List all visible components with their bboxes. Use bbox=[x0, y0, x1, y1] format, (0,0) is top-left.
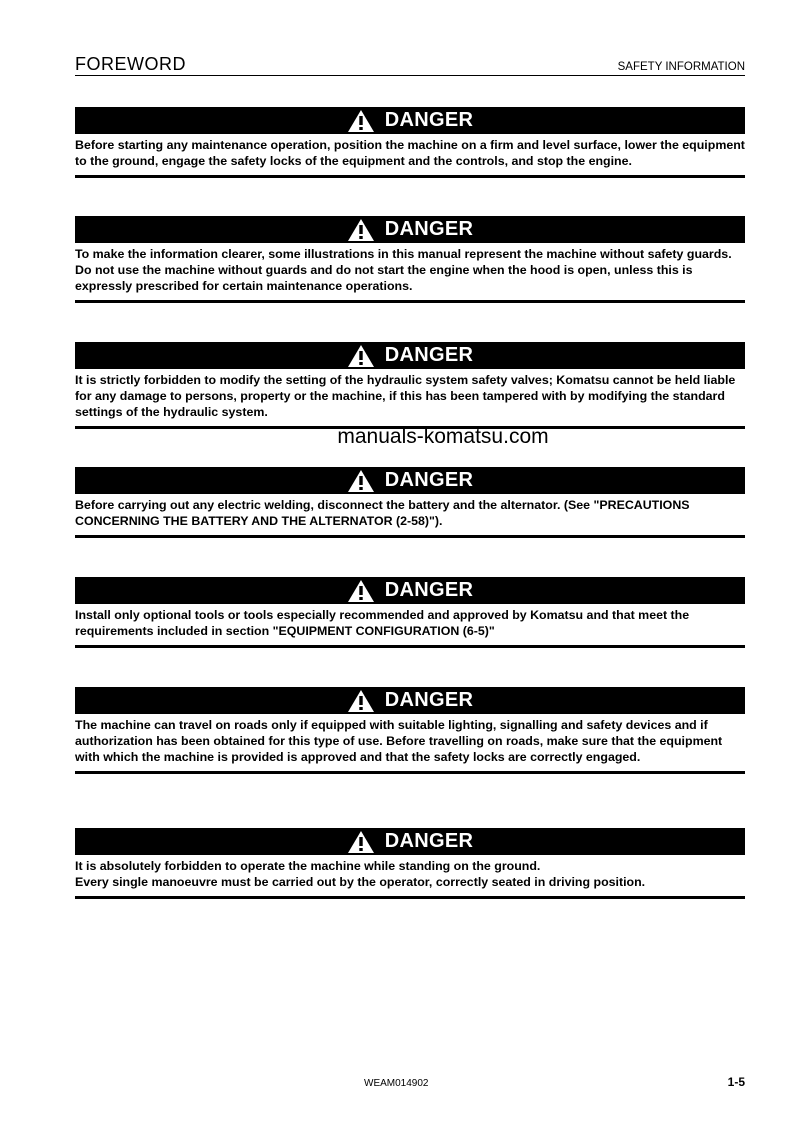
warning-triangle-icon bbox=[347, 109, 375, 133]
page-number: 1-5 bbox=[727, 1075, 745, 1089]
danger-box bbox=[75, 107, 745, 178]
danger-box bbox=[75, 216, 745, 303]
danger-box bbox=[75, 577, 745, 648]
danger-text bbox=[75, 494, 745, 538]
danger-label: DANGER bbox=[384, 109, 474, 131]
danger-text-line: Before starting any maintenance operation, position the machine on a firm and level surface, lower the equipment to the ground, engage the safety locks of the equipment and the controls, and stop the engine. bbox=[75, 138, 745, 168]
danger-text bbox=[75, 134, 745, 178]
danger-text bbox=[75, 714, 745, 774]
danger-bar bbox=[75, 216, 745, 243]
danger-box bbox=[75, 828, 745, 899]
danger-box bbox=[75, 342, 745, 429]
danger-label: DANGER bbox=[384, 469, 474, 491]
danger-bar bbox=[75, 107, 745, 134]
danger-box bbox=[75, 467, 745, 538]
document-code: WEAM014902 bbox=[364, 1078, 429, 1089]
danger-label: DANGER bbox=[384, 344, 474, 366]
danger-text-line: Every single manoeuvre must be carried out by the operator, correctly seated in driving position. bbox=[75, 875, 646, 889]
warning-triangle-icon bbox=[347, 469, 375, 493]
danger-text-line: It is strictly forbidden to modify the setting of the hydraulic system safety valves; Komatsu cannot be held liable for any damage to persons, property or the machine, if this has been tampered with by modifying the standard settings of the hydraulic system. bbox=[75, 373, 736, 419]
warning-triangle-icon bbox=[347, 344, 375, 368]
danger-bar bbox=[75, 467, 745, 494]
watermark-text: manuals-komatsu.com bbox=[337, 425, 549, 448]
danger-bar bbox=[75, 577, 745, 604]
danger-text bbox=[75, 604, 745, 648]
warning-triangle-icon bbox=[347, 830, 375, 854]
danger-label: DANGER bbox=[384, 830, 474, 852]
danger-label: DANGER bbox=[384, 218, 474, 240]
danger-text bbox=[75, 243, 745, 303]
danger-text bbox=[75, 369, 745, 429]
danger-label: DANGER bbox=[384, 689, 474, 711]
danger-bar bbox=[75, 687, 745, 714]
danger-text-line: The machine can travel on roads only if equipped with suitable lighting, signalling and safety devices and if authorization has been obtained for this type of use. Before travelling on roads, make sure that the equipment with which the machine is provided is approved and that the safety locks are correctly engaged. bbox=[75, 718, 723, 764]
danger-text-line: It is absolutely forbidden to operate the machine while standing on the ground. bbox=[75, 859, 541, 873]
page-header-title: FOREWORD bbox=[75, 54, 186, 74]
danger-text-line: To make the information clearer, some illustrations in this manual represent the machine without safety guards. Do not use the machine without guards and do not start the engine when the hood is open, unless this is expressly prescribed for certain maintenance operations. bbox=[75, 247, 732, 293]
header-rule bbox=[75, 75, 745, 76]
danger-text bbox=[75, 855, 745, 899]
warning-triangle-icon bbox=[347, 218, 375, 242]
page-header-section: SAFETY INFORMATION bbox=[617, 61, 745, 73]
danger-text-line: Before carrying out any electric welding, disconnect the battery and the alternator. (See "PRECAUTIONS CONCERNING THE BATTERY AND THE ALTERNATOR (2-58)"). bbox=[75, 498, 690, 528]
warning-triangle-icon bbox=[347, 689, 375, 713]
danger-label: DANGER bbox=[384, 579, 474, 601]
warning-triangle-icon bbox=[347, 579, 375, 603]
danger-bar bbox=[75, 828, 745, 855]
danger-text-line: Install only optional tools or tools especially recommended and approved by Komatsu and that meet the requirements included in section "EQUIPMENT CONFIGURATION (6-5)" bbox=[75, 608, 690, 638]
danger-box bbox=[75, 687, 745, 774]
danger-bar bbox=[75, 342, 745, 369]
